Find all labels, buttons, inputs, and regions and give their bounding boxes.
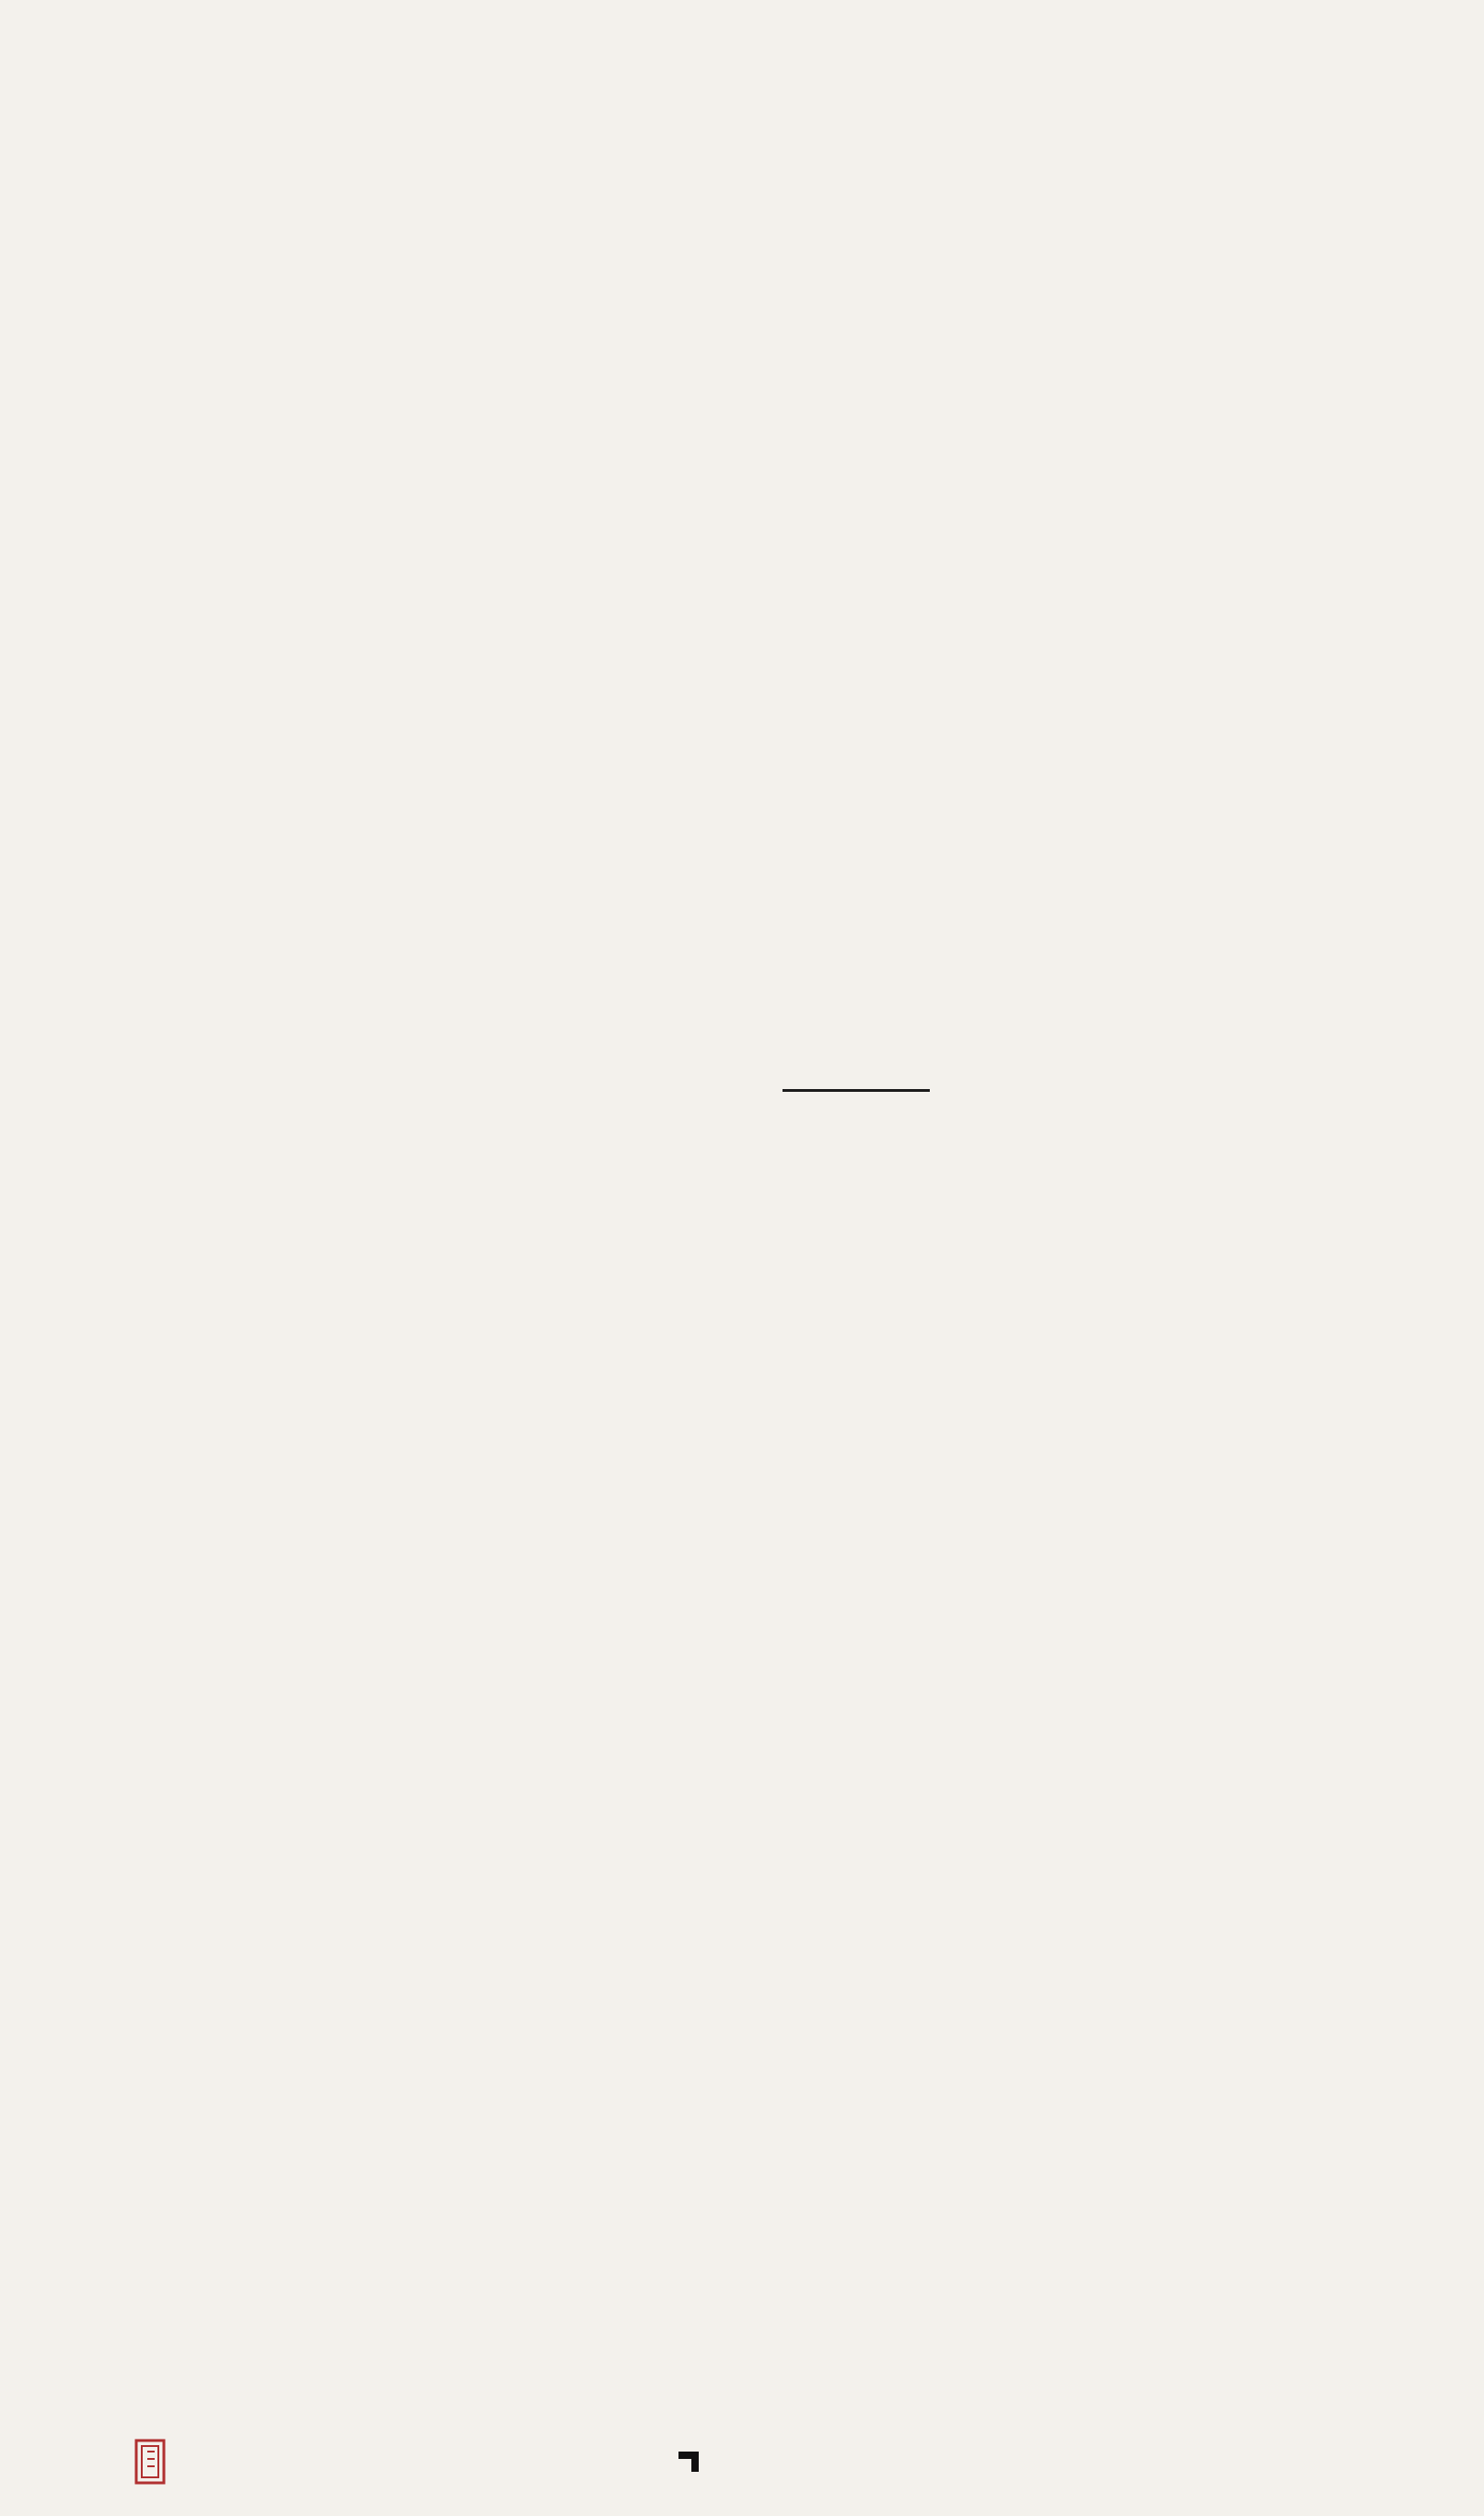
kunstbibliothek-logo-icon bbox=[677, 2446, 704, 2474]
section-divider bbox=[783, 1089, 930, 1092]
page-footer bbox=[0, 2398, 1484, 2516]
university-seal-icon bbox=[131, 2433, 186, 2488]
university-library-logo bbox=[20, 2433, 204, 2488]
